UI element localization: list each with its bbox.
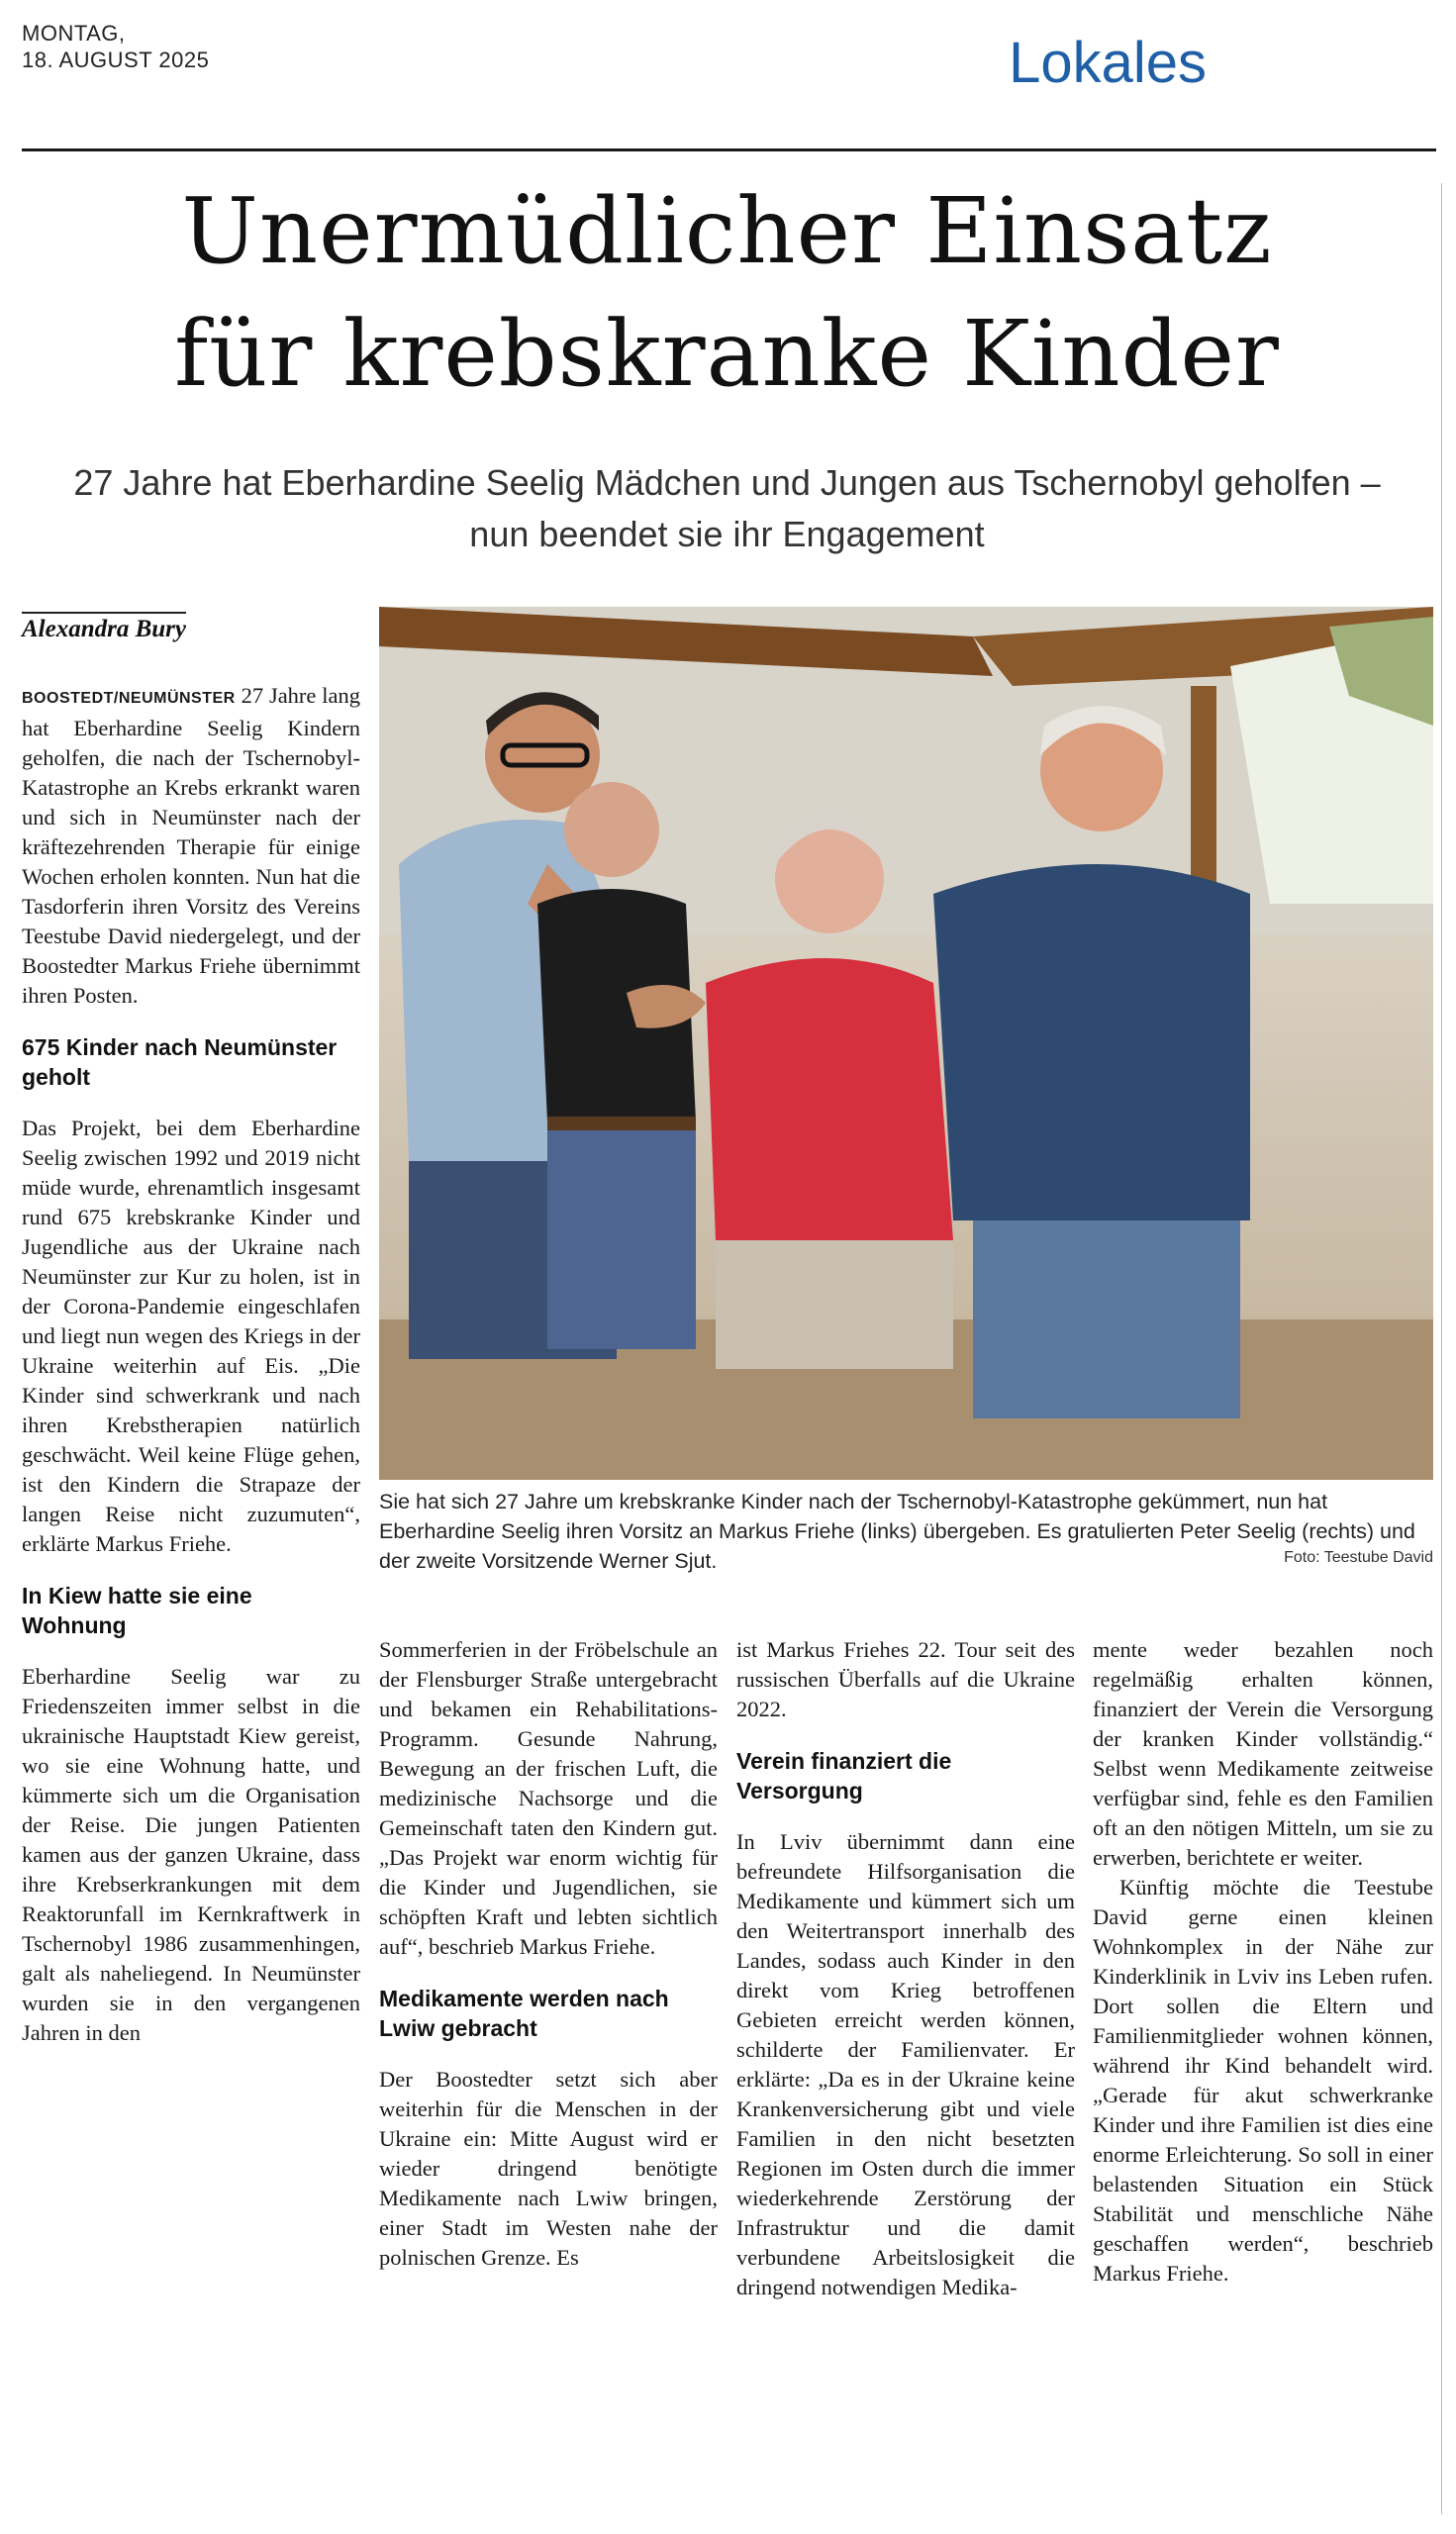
paragraph-2: Das Projekt, bei dem Eberhardine Seelig zwischen 1992 und 2019 nicht müde wurde, ehrenamtlich insgesamt rund 675 krebskranke Kinder und Jugendliche aus der Ukraine nach Neumünster zur Kur zu holen, ist in der Corona-Pandemie eingeschlafen und liegt nun wegen des Kriegs in der Ukraine weiterhin auf Eis. „Die Kinder sind schwerkrank und nach ihren Krebstherapien natürlich geschwächt. Weil keine Flüge gehen, ist den Kindern die Strapaze der langen Reise nicht zuzumuten“, erklärte Markus Friehe.	[22, 1116, 360, 1556]
article-photo	[379, 607, 1433, 1480]
person-woman-skirt	[716, 1240, 953, 1369]
header-rule	[22, 148, 1436, 151]
subheading-4: Verein finanziert die Versorgung	[736, 1748, 952, 1803]
subtitle-line-2: nun beendet sie ihr Engagement	[469, 514, 985, 554]
person-right-shirt	[933, 864, 1250, 1220]
article-headline	[22, 170, 1432, 416]
article-column-2	[379, 1635, 718, 2273]
article-column-3	[736, 1635, 1075, 2302]
subtitle-line-1: 27 Jahre hat Eberhardine Seelig Mädchen und Jungen aus Tschernobyl geholfen –	[73, 462, 1381, 503]
issue-date	[22, 20, 209, 73]
column-divider	[1441, 183, 1442, 2514]
section-title: Lokales	[1009, 31, 1207, 95]
person-woman-shirt	[706, 958, 953, 1240]
article-column-4	[1093, 1635, 1433, 2289]
photo-credit: Foto: Teestube David	[1284, 1549, 1433, 1566]
headline-line-2: für krebskranke Kinder	[174, 301, 1280, 407]
paragraph-3: Eberhardine Seelig war zu Friedenszeiten immer selbst in die ukrainische Hauptstadt Kiew gereist, wo sie eine Wohnung hatte, und kümmerte sich um die Organisation der Reise. Die jungen Patienten kamen aus der ganzen Ukraine, dass ihre Krebserkrankungen mit dem Reaktorunfall im Kernkraftwerk in Tschernobyl 1986 zusammenhingen, galt als naheliegend. In Neumünster wurden sie in den vergangenen Jahren in den	[22, 1664, 360, 2045]
paragraph-9: Künftig möchte die Teestube David gerne einen kleinen Wohnkomplex in der Nähe zur Kinderklinik in Lviv ins Leben rufen. Dort sollen die Eltern und Familienmitglieder wohnen können, während ihr Kind behandelt wird. „Gerade für akut schwerkranke Kinder und ihre Familien ist dies eine enorme Erleichterung. So soll in einer belastenden Situation ein Stück Stabilität und menschliche Nähe geschaffen werden“, beschrieb Markus Friehe.	[1093, 1875, 1433, 2286]
paragraph-4: Sommerferien in der Fröbelschule an der Flensburger Straße untergebracht und bekamen ein Rehabilitations-Programm. Gesunde Nahrung, Bewegung an der frischen Luft, die medizinische Nachsorge und die Gemeinschaft taten den Kindern gut. „Das Projekt war enorm wichtig für die Kinder und Jugendlichen, sie schöpften Kraft und lebten sichtlich auf“, beschrieb Markus Friehe.	[379, 1637, 718, 1959]
subheading-2: In Kiew hatte sie eine Wohnung	[22, 1583, 252, 1638]
person-second-jeans	[547, 1121, 696, 1349]
person-right-jeans	[973, 1220, 1240, 1418]
person-second-belt	[547, 1117, 696, 1130]
paragraph-8: mente weder bezahlen noch regelmäßig erhalten können, finanziert der Verein die Versorgung der kranken Kinder vollständig.“ Selbst wenn Medikamente zeitweise verfügbar sind, fehle es den Familien oft an den nötigen Mitteln, um sie zu erwerben, berichtete er weiter.	[1093, 1637, 1433, 1870]
article-column-1	[22, 681, 360, 2048]
dateline: BOOSTEDT/NEUMÜNSTER	[22, 690, 236, 707]
paragraph-5: Der Boostedter setzt sich aber weiterhin für die Menschen in der Ukraine ein: Mitte August wird er wieder dringend benötigte Medikamente nach Lwiw bringen, einer Stadt im Westen nahe der polnischen Grenze. Es	[379, 2067, 718, 2270]
paragraph-7: In Lviv übernimmt dann eine befreundete Hilfsorganisation die Medikamente und kümmert sich um den Weitertransport innerhalb des Landes, sodass auch Kinder in den direkt vom Krieg betroffenen Gebieten erreicht werden können, schilderte der Familienvater. Er erklärte: „Da es in der Ukraine keine Krankenversicherung gibt und viele Familien in den nicht besetzten Regionen im Osten durch die immer wiederkehrende Zerstörung der Infrastruktur und die damit verbundene Arbeitslosigkeit die dringend notwendigen Medika-	[736, 1829, 1075, 2299]
article-subtitle	[22, 457, 1432, 560]
photo-caption: Sie hat sich 27 Jahre um krebskranke Kinder nach der Tschernobyl-Katastrophe gekümmert, nun hat Eberhardine Seelig ihren Vorsitz an Markus Friehe (links) übergeben. Es gratulierten Peter Seelig (rechts) und der zweite Vorsitzende Werner Sjut.	[379, 1490, 1415, 1573]
author-byline: Alexandra Bury	[22, 612, 186, 643]
issue-weekday: MONTAG,	[22, 21, 126, 46]
subheading-3: Medikamente werden nach Lwiw gebracht	[379, 1986, 669, 2041]
paragraph-1: 27 Jahre lang hat Eberhardine Seelig Kindern geholfen, die nach der Tschernobyl-Katastrophe an Krebs erkrankt waren und sich in Neumünster nach der kräftezehrenden Therapie für einige Wochen erholen konnten. Nun hat die Tasdorferin ihren Vorsitz des Vereins Teestube David niedergelegt, und der Boostedter Markus Friehe übernimmt ihren Posten.	[22, 683, 361, 1008]
issue-date-text: 18. AUGUST 2025	[22, 48, 210, 72]
headline-line-1: Unermüdlicher Einsatz	[181, 178, 1273, 284]
person-second-head	[564, 782, 659, 877]
subheading-1: 675 Kinder nach Neumünster geholt	[22, 1034, 338, 1090]
paragraph-6: ist Markus Friehes 22. Tour seit des russischen Überfalls auf die Ukraine 2022.	[736, 1637, 1075, 1721]
